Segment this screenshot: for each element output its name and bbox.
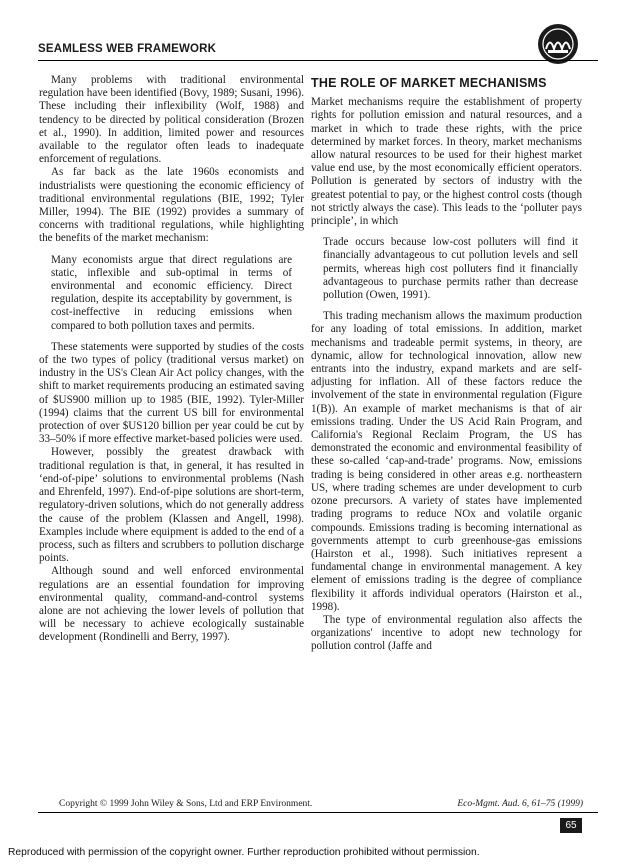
right-blockquote: Trade occurs because low-cost polluters will find it financially advantageous to cut pollution levels and sell permits, whereas high cost polluters find it financially advantageous to purchase permits rather than decrease pollution (Owen, 1991). — [323, 236, 578, 302]
left-column — [39, 74, 304, 645]
running-header: SEAMLESS WEB FRAMEWORK — [38, 43, 217, 55]
section-title: THE ROLE OF MARKET MECHANISMS — [311, 76, 547, 90]
right-paragraph-3: The type of environmental regulation also affects the organizations' incentive to adopt new technology for pollution control (Jaffe and — [311, 613, 582, 653]
reproduction-notice: Reproduced with permission of the copyright owner. Further reproduction prohibited without permission. — [8, 847, 480, 858]
left-paragraph-1: Many problems with traditional environmental regulation have been identified (Bovy, 1989; Susani, 1996). These including their inflexibility (Wolf, 1988) and tendency to be directed by political consideration (Brozen et al., 1990). In addition, limited power and resources available to the regulator often leads to inadequate enforcement of regulations. — [39, 74, 304, 166]
footer-rule — [38, 812, 598, 813]
header-rule — [38, 60, 598, 61]
left-blockquote: Many economists argue that direct regulations are static, inflexible and sub-optimal in terms of environmental and economic efficiency. Direct regulation, despite its acceptability by government, is cost-ineffective in reducing emissions when compared to both pollution taxes and permits. — [51, 253, 292, 332]
page-number: 65 — [560, 818, 582, 833]
left-paragraph-2: As far back as the late 1960s economists and industrialists were questioning the economic efficiency of traditional environmental regulations (BIE, 1992; Tyler Miller, 1994). The BIE (1992) provides a summary of concerns with traditional regulations, while highlighting the benefits of the market mechanism: — [39, 166, 304, 245]
left-paragraph-5: Although sound and well enforced environmental regulations are an essential foundation for improving environmental quality, command-and-control systems alone are not achieving the lower levels of pollution that will be necessary to achieve ecologically sustainable development (Rondinelli and Berry, 1997). — [39, 565, 304, 644]
journal-citation: Eco-Mgmt. Aud. 6, 61–75 (1999) — [457, 799, 583, 809]
left-paragraph-3: These statements were supported by studies of the costs of the two types of policy (traditional versus market) on industry in the US's Clean Air Act policy changes, with the shift to market requirements producing an estimated saving of $US900 million up to 1985 (BIE, 1992). Tyler-Miller (1994) claims that the current US bill for environmental protection of over $US120 billion per year could be cut by 33–50% if more effective market-based policies were used. — [39, 340, 304, 446]
left-paragraph-4: However, possibly the greatest drawback with traditional regulation is that, in general, it has resulted in ‘end-of-pipe’ solutions to environmental problems (Nash and Ehrenfeld, 1997). End-of-pipe solutions are short-term, regulatory-driven solutions, which do not generally address the cause of the problem (Klassen and Angell, 1998). Examples include where equipment is added to the end of a process, such as filters and scrubbers to pollution discharge points. — [39, 446, 304, 565]
right-column — [311, 77, 582, 654]
right-paragraph-2: This trading mechanism allows the maximum production for any loading of total emissions. In addition, market mechanisms and tradeable permit systems, in theory, are dynamic, allow for technological innovation, allow new entrants into the industry, expand markets and are self-adjusting for inflation. All of these factors reduce the involvement of the state in environmental regulation (Figure 1(B)). An example of market mechanisms is that of air emissions trading. Under the US Acid Rain Program, and California's Regional Reclaim Program, the US has demonstrated the economic and environmental feasibility of these so-called ‘cap-and-trade’ programs. Now, emissions trading is being considered in other areas e.g. northeastern US, where trading schemes are under development to curb ozone precursors. A variety of states have implemented trading programs to reduce NOx and volatile organic compounds. Emissions trading is becoming international as governments attempt to curb greenhouse-gas emissions (Hairston et al., 1998). Such initiatives represent a fundamental change in environmental management. A key element of emissions trading is the degree of compliance flexibility it affords individual operators (Hairston et al., 1998). — [311, 310, 582, 613]
right-paragraph-1: Market mechanisms require the establishment of property rights for pollution emission and natural resources, and a market in which to trade these rights, with the price determined by market forces. In theory, market mechanisms allow natural resources to be used for their highest market value end use, by the most economically efficient operators. Pollution is generated by sectors of industry with the greatest potential to pay, or the highest control costs (though not strictly always the case). This leads to the ‘polluter pays principle’, in which — [311, 96, 582, 228]
copyright-line: Copyright © 1999 John Wiley & Sons, Ltd and ERP Environment. — [59, 799, 313, 809]
